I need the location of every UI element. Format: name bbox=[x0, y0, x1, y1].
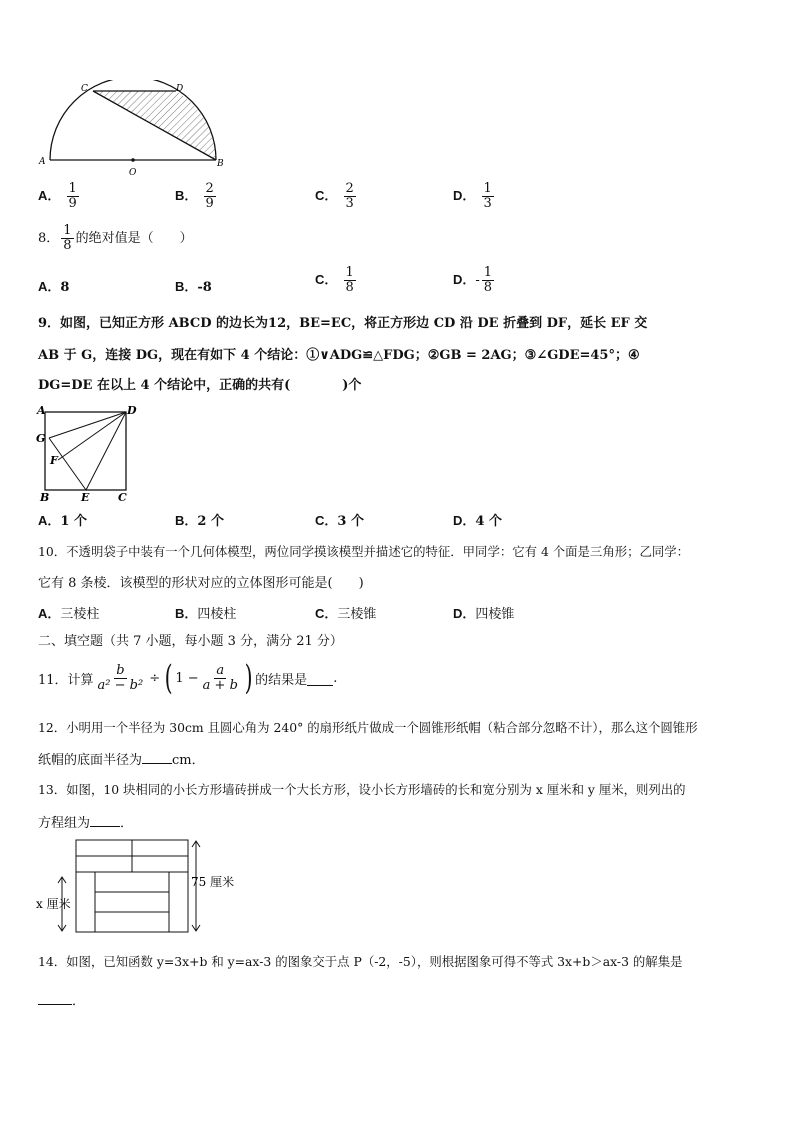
option-fraction: $\frac{1}{8}$ bbox=[483, 265, 493, 295]
option-label: C． bbox=[315, 188, 338, 203]
q13-line-1: 13．如图，10 块相同的小长方形墙砖拼成一个大长方形，设小长方形墙砖的长和宽分别为 x 厘米和 y 厘米，则列出的 bbox=[38, 782, 686, 797]
q11-stem: 11．计算 $\frac{b}{\text{a² − b²}}$ ÷ ( 1 − $\frac{a}{a + b}$ ) 的结果是 . bbox=[38, 658, 338, 698]
q12-line-2: 纸帽的底面半径为 cm． bbox=[38, 749, 205, 768]
q10-option-d[interactable]: D．四棱锥 bbox=[453, 606, 515, 622]
label-o: O bbox=[129, 168, 137, 178]
option-fraction: $\frac{2}{3}$ bbox=[345, 181, 354, 211]
q8-option-d[interactable]: D．- $\frac{1}{8}$ bbox=[453, 265, 493, 295]
q9-line-2: AB 于 G，连接 DG，现在有如下 4 个结论：①∨ADG≌△FDG；②GB = 2AG；③∠GDE=45°；④ bbox=[38, 348, 640, 363]
semicircle-figure bbox=[36, 80, 236, 180]
answer-blank[interactable] bbox=[307, 671, 333, 686]
answer-blank[interactable] bbox=[90, 813, 120, 827]
q14-line-1: 14．如图，已知函数 y=3x+b 和 y=ax-3 的图象交于点 P（-2，-5），则根据图象可得不等式 3x+b＞ax-3 的解集是 bbox=[38, 954, 683, 969]
q8-option-b[interactable]: B．-8 bbox=[175, 279, 212, 295]
label-75cm: 75 厘米 bbox=[191, 875, 235, 889]
answer-blank[interactable] bbox=[142, 750, 172, 764]
label-d: D bbox=[127, 404, 137, 417]
option-fraction: $\frac{1}{3}$ bbox=[483, 181, 492, 211]
answer-blank[interactable] bbox=[38, 991, 72, 1005]
q8-option-a[interactable]: A．8 bbox=[38, 279, 70, 295]
label-e: E bbox=[81, 491, 90, 502]
q10-option-b[interactable]: B．四棱柱 bbox=[175, 606, 237, 622]
right-paren: ) bbox=[244, 658, 253, 698]
q8-option-c[interactable]: C． $\frac{1}{8}$ bbox=[315, 265, 354, 295]
q8-stem: 8． $\frac{1}{8}$ 的绝对值是（ ） bbox=[38, 223, 193, 253]
option-fraction: $\frac{2}{9}$ bbox=[205, 181, 214, 211]
label-a: A bbox=[37, 404, 46, 417]
q7-option-b[interactable] bbox=[175, 182, 218, 211]
option-label: D． bbox=[453, 188, 476, 203]
q14-line-2: ． bbox=[38, 990, 85, 1009]
section-heading: 二、填空题（共 7 小题，每小题 3 分，满分 21 分） bbox=[38, 634, 343, 649]
label-c: C bbox=[118, 491, 127, 502]
q9-option-d[interactable]: D．4 个 bbox=[453, 513, 502, 529]
label-x-cm: x 厘米 bbox=[36, 897, 71, 911]
q8-fraction: $\frac{1}{8}$ bbox=[63, 223, 72, 253]
left-paren: ( bbox=[164, 658, 173, 698]
q9-line-1: 9．如图，已知正方形 ABCD 的边长为12，BE=EC，将正方形边 CD 沿 DE 折叠到 DF，延长 EF 交 bbox=[38, 316, 648, 331]
square-figure bbox=[34, 402, 144, 502]
label-c: C bbox=[81, 84, 88, 94]
label-d: D bbox=[176, 84, 184, 94]
q9-option-b[interactable]: B．2 个 bbox=[175, 513, 224, 529]
label-g: G bbox=[36, 432, 46, 445]
q7-option-c[interactable] bbox=[315, 182, 358, 211]
q9-option-c[interactable]: C．3 个 bbox=[315, 513, 364, 529]
label-b: B bbox=[217, 159, 224, 169]
label-f: F bbox=[50, 454, 58, 467]
q9-line-3: DG=DE 在以上 4 个结论中，正确的共有( )个 bbox=[38, 378, 362, 393]
option-label: A． bbox=[38, 188, 61, 203]
q12-line-1: 12．小明用一个半径为 30cm 且圆心角为 240° 的扇形纸片做成一个圆锥形纸帽（粘合部分忽略不计），那么这个圆锥形 bbox=[38, 720, 698, 735]
q7-option-a[interactable] bbox=[38, 182, 81, 211]
q13-line-2: 方程组为 ． bbox=[38, 812, 133, 831]
brick-wall-figure bbox=[34, 838, 254, 938]
q10-line-2: 它有 8 条棱．该模型的形状对应的立体图形可能是( ) bbox=[38, 576, 364, 591]
q7-option-d[interactable] bbox=[453, 182, 496, 211]
option-fraction: $\frac{1}{8}$ bbox=[345, 265, 354, 295]
label-b: B bbox=[40, 491, 50, 502]
option-label: B． bbox=[175, 188, 198, 203]
q9-option-a[interactable]: A．1 个 bbox=[38, 513, 87, 529]
q11-fraction-1: $\frac{b}{\text{a² − b²}}$ bbox=[97, 662, 144, 693]
q11-fraction-2: $\frac{a}{a + b}$ bbox=[202, 662, 238, 693]
q10-line-1: 10．不透明袋子中装有一个几何体模型，两位同学摸该模型并描述它的特征．甲同学：它有 4 个面是三角形；乙同学： bbox=[38, 544, 690, 559]
label-a: A bbox=[39, 157, 46, 167]
option-fraction: $\frac{1}{9}$ bbox=[68, 181, 77, 211]
q10-option-c[interactable]: C．三棱锥 bbox=[315, 606, 377, 622]
q10-option-a[interactable]: A．三棱柱 bbox=[38, 606, 100, 622]
